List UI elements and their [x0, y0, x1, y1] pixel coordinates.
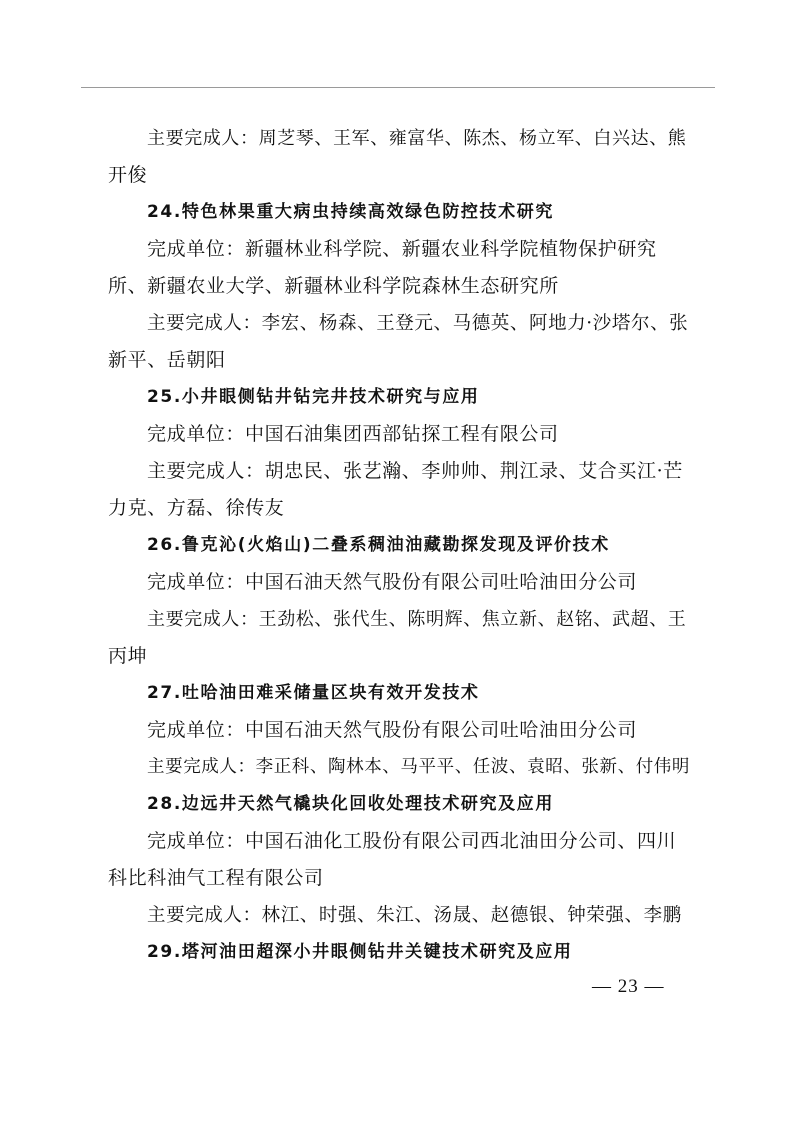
award-title-line: 27.吐哈油田难采储量区块有效开发技术 — [147, 683, 480, 703]
text-line: 主要完成人：林江、时强、朱江、汤晟、赵德银、钟荣强、李鹏 — [147, 905, 682, 926]
text-line: 主要完成人：胡忠民、张艺瀚、李帅帅、荆江录、艾合买江·芒 — [147, 460, 683, 482]
text-line: 所、新疆农业大学、新疆林业科学院森林生态研究所 — [108, 275, 559, 297]
text-line: 丙坤 — [108, 645, 148, 667]
award-title-line: 25.小井眼侧钻井钻完井技术研究与应用 — [147, 387, 480, 407]
text-line: 完成单位：中国石油天然气股份有限公司吐哈油田分公司 — [147, 571, 638, 593]
award-title-line: 28.边远井天然气橇块化回收处理技术研究及应用 — [147, 794, 554, 814]
text-line: 主要完成人：王劲松、张代生、陈明辉、焦立新、赵铭、武超、王 — [147, 609, 687, 630]
header-divider — [81, 87, 715, 88]
text-line: 开俊 — [108, 164, 148, 186]
page-number: — 23 — — [592, 976, 665, 997]
text-line: 科比科油气工程有限公司 — [108, 867, 324, 889]
text-line: 新平、岳朝阳 — [108, 349, 226, 371]
text-line: 完成单位：中国石油集团西部钻探工程有限公司 — [147, 423, 559, 445]
award-title-line: 24.特色林果重大病虫持续高效绿色防控技术研究 — [147, 202, 554, 222]
award-title-line: 26.鲁克沁(火焰山)二叠系稠油油藏勘探发现及评价技术 — [147, 535, 610, 555]
award-title-line: 29.塔河油田超深小井眼侧钻井关键技术研究及应用 — [147, 942, 573, 962]
text-line: 主要完成人：周芝琴、王军、雍富华、陈杰、杨立军、白兴达、熊 — [147, 128, 687, 149]
text-line: 主要完成人：李宏、杨森、王登元、马德英、阿地力·沙塔尔、张 — [147, 313, 689, 334]
text-line: 力克、方磊、徐传友 — [108, 497, 285, 519]
text-line: 完成单位：中国石油化工股份有限公司西北油田分公司、四川 — [147, 830, 677, 852]
text-line: 主要完成人：李正科、陶林本、马平平、任波、袁昭、张新、付伟明 — [147, 757, 690, 777]
text-line: 完成单位：新疆林业科学院、新疆农业科学院植物保护研究 — [147, 238, 657, 260]
document-body — [108, 120, 690, 971]
text-line: 完成单位：中国石油天然气股份有限公司吐哈油田分公司 — [147, 719, 638, 741]
